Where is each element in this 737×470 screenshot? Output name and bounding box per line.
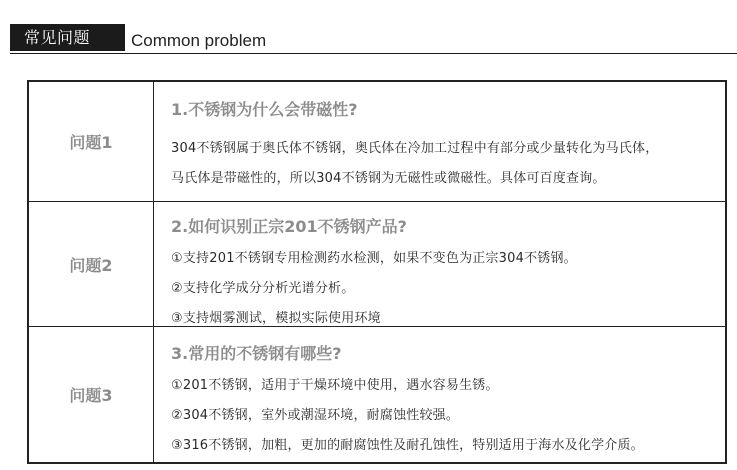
faq-label: 问题2 xyxy=(69,255,113,275)
header-divider xyxy=(10,53,737,54)
faq-answer-line: ③316不锈钢，加粗，更加的耐腐蚀性及耐孔蚀性，特别适用于海水及化学介质。 xyxy=(171,438,644,453)
faq-label-cell xyxy=(29,82,154,201)
faq-answer-line: ③支持烟雾测试，模拟实际使用环境 xyxy=(171,311,381,326)
faq-label-cell xyxy=(29,327,154,462)
faq-question: 2.如何识别正宗201不锈钢产品? xyxy=(171,217,407,236)
faq-answer-line: 304不锈钢属于奥氏体不锈钢，奥氏体在冷加工过程中有部分或少量转化为马氏体， xyxy=(171,141,659,156)
section-title-badge xyxy=(10,24,125,51)
faq-label: 问题1 xyxy=(69,133,113,152)
faq-answer-line: ②304不锈钢，室外或潮湿环境，耐腐蚀性较强。 xyxy=(171,408,460,423)
faq-question: 1.不锈钢为什么会带磁性? xyxy=(171,100,358,119)
faq-table xyxy=(27,80,727,464)
section-title-en: Common problem xyxy=(131,31,267,50)
faq-label: 问题3 xyxy=(69,386,113,405)
faq-answer-line: ①支持201不锈钢专用检测药水检测，如果不变色为正宗304不锈钢。 xyxy=(171,251,577,266)
faq-row-2 xyxy=(29,202,725,327)
faq-body-cell xyxy=(154,327,725,462)
section-title-cn: 常见问题 xyxy=(24,28,91,47)
faq-row-3 xyxy=(29,327,725,462)
faq-row-1 xyxy=(29,82,725,202)
faq-body-cell xyxy=(154,82,725,201)
faq-body-cell xyxy=(154,202,725,326)
faq-answer-line: ①201不锈钢，适用于干燥环境中使用，遇水容易生锈。 xyxy=(171,378,499,393)
faq-question: 3.常用的不锈钢有哪些? xyxy=(171,344,342,363)
faq-answer-line: ②支持化学成分分析光谱分析。 xyxy=(171,281,355,296)
faq-answer-line: 马氏体是带磁性的，所以304不锈钢为无磁性或微磁性。具体可百度查询。 xyxy=(171,171,606,186)
faq-label-cell xyxy=(29,202,154,326)
